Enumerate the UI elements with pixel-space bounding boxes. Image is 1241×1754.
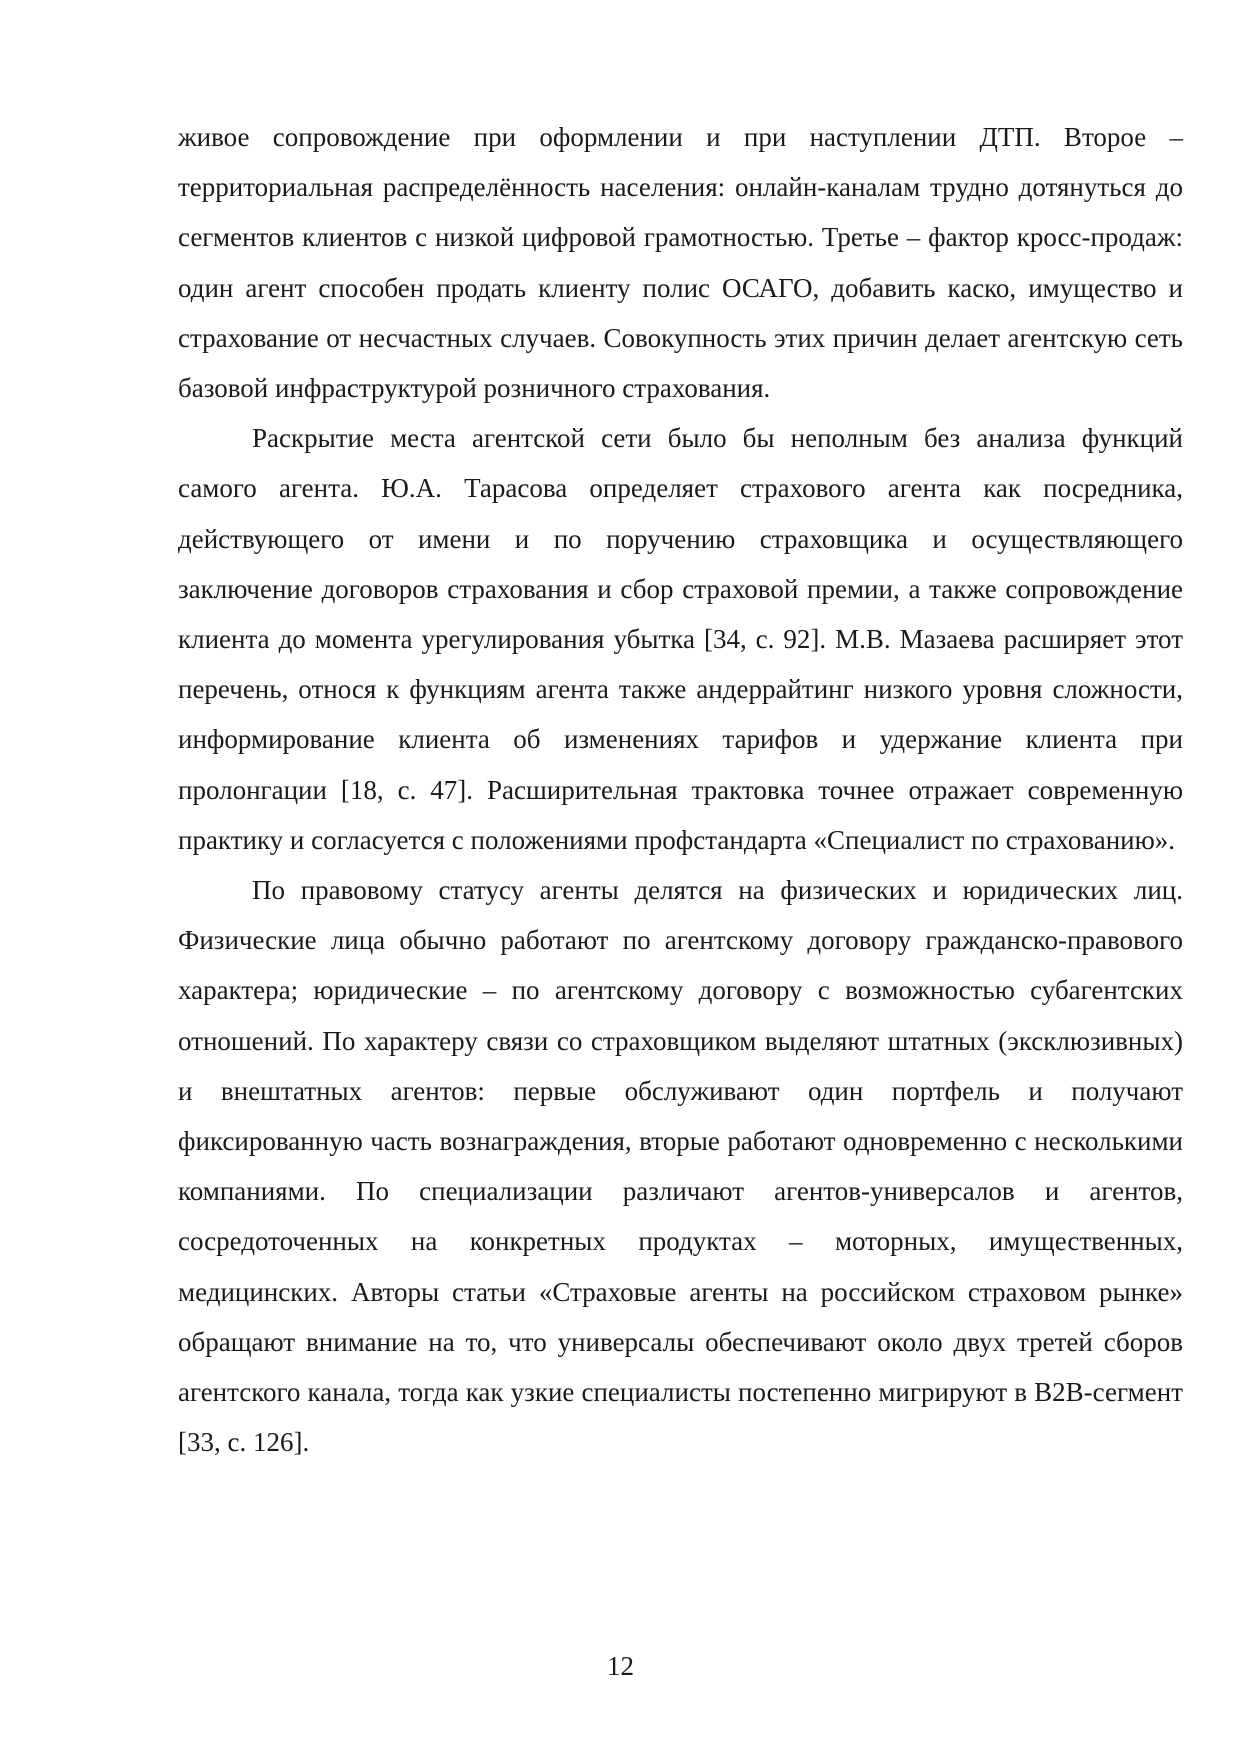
paragraph-2: Раскрытие места агентской сети было бы неполным без анализа функций самого агента. Ю.А. Тарасова определяет страхового агента как посредника, действующего от имени и по поручению страховщика и осуществляющего заключение договоров страхования и сбор страховой премии, а также сопровождение клиента до момента урегулирования убытка [34, с. 92]. М.В. Мазаева расширяет этот перечень, относя к функциям агента также андеррайтинг низкого уровня сложности, информирование клиента об изменениях тарифов и удержание клиента при пролонгации [18, с. 47]. Расширительная трактовка точнее отражает современную практику и согласуется с положениями профстандарта «Специалист по страхованию». (178, 423, 1183, 855)
paragraph-1: живое сопровождение при оформлении и при наступлении ДТП. Второе – территориальная распределённость населения: онлайн-каналам трудно дотянуться до сегментов клиентов с низкой цифровой грамотностью. Третье – фактор кросс-продаж: один агент способен продать клиенту полис ОСАГО, добавить каско, имущество и страхование от несчастных случаев. Совокупность этих причин делает агентскую сеть базовой инфраструктурой розничного страхования. (178, 122, 1183, 404)
page-number: 12 (607, 1651, 634, 1681)
paragraph-3: По правовому статусу агенты делятся на физических и юридических лиц. Физические лица обычно работают по агентскому договору гражданско-правового характера; юридические – по агентскому договору с возможностью субагентских отношений. По характеру связи со страховщиком выделяют штатных (эксклюзивных) и внештатных агентов: первые обслуживают один портфель и получают фиксированную часть вознаграждения, вторые работают одновременно с несколькими компаниями. По специализации различают агентов-универсалов и агентов, сосредоточенных на конкретных продуктах – моторных, имущественных, медицинских. Авторы статьи «Страховые агенты на российском страховом рынке» обращают внимание на то, что универсалы обеспечивают около двух третей сборов агентского канала, тогда как узкие специалисты постепенно мигрируют в B2B-сегмент [33, с. 126]. (178, 875, 1183, 1458)
body-text (178, 112, 1183, 1467)
